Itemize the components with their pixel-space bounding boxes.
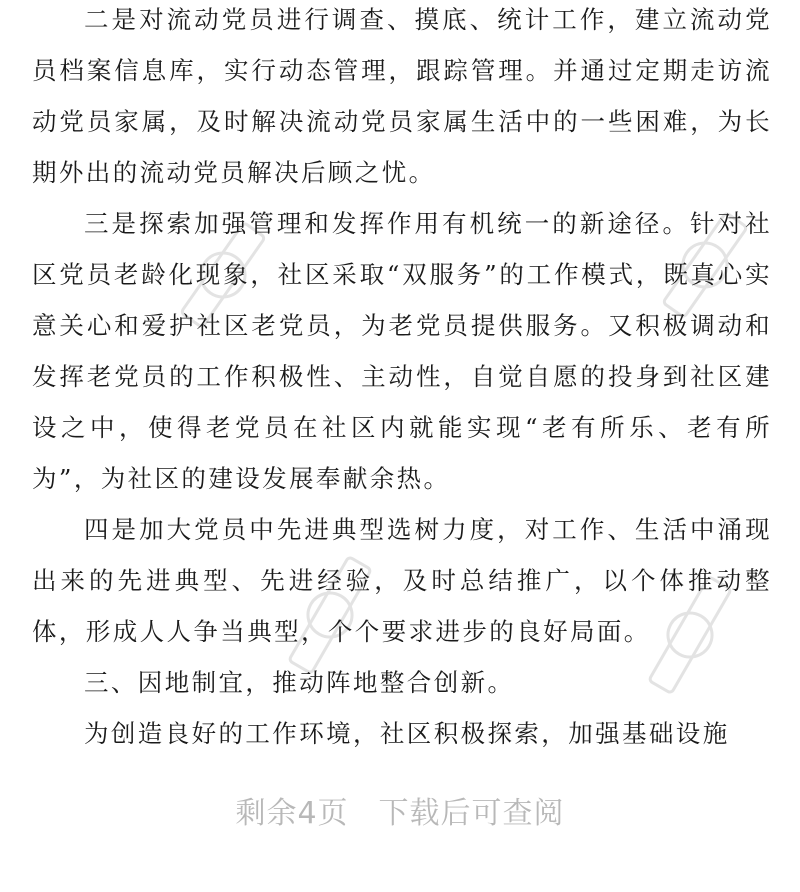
document-body — [32, 0, 772, 759]
section-heading-venue-integration: 三、因地制宜，推动阵地整合创新。 — [84, 668, 515, 697]
paragraph-elderly-members: 三是探索加强管理和发挥作用有机统一的新途径。针对社区党员老龄化现象，社区采取“双服务”的工作模式，既真心实意关心和爱护社区老党员，为老党员提供服务。又积极调动和发挥老党员的工作积极性、主动性，自觉自愿的投身到社区建设之中，使得老党员在社区内就能实现“老有所乐、老有所为”，为社区的建设发展奉献余热。 — [32, 209, 772, 493]
paragraph-infrastructure: 为创造良好的工作环境，社区积极探索，加强基础设施 — [84, 719, 730, 748]
download-to-view-label: 下载后可查阅 — [378, 796, 565, 831]
download-prompt[interactable] — [0, 790, 800, 838]
paragraph-mobile-members: 二是对流动党员进行调查、摸底、统计工作，建立流动党员档案信息库，实行动态管理，跟踪管理。并通过定期走访流动党员家属，及时解决流动党员家属生活中的一些困难，为长期外出的流动党员解决后顾之忧。 — [32, 5, 772, 187]
remaining-pages-label: 剩余4页 — [235, 796, 349, 831]
paragraph-role-models: 四是加大党员中先进典型选树力度，对工作、生活中涌现出来的先进典型、先进经验，及时总结推广，以个体推动整体，形成人人争当典型，个个要求进步的良好局面。 — [32, 515, 772, 646]
